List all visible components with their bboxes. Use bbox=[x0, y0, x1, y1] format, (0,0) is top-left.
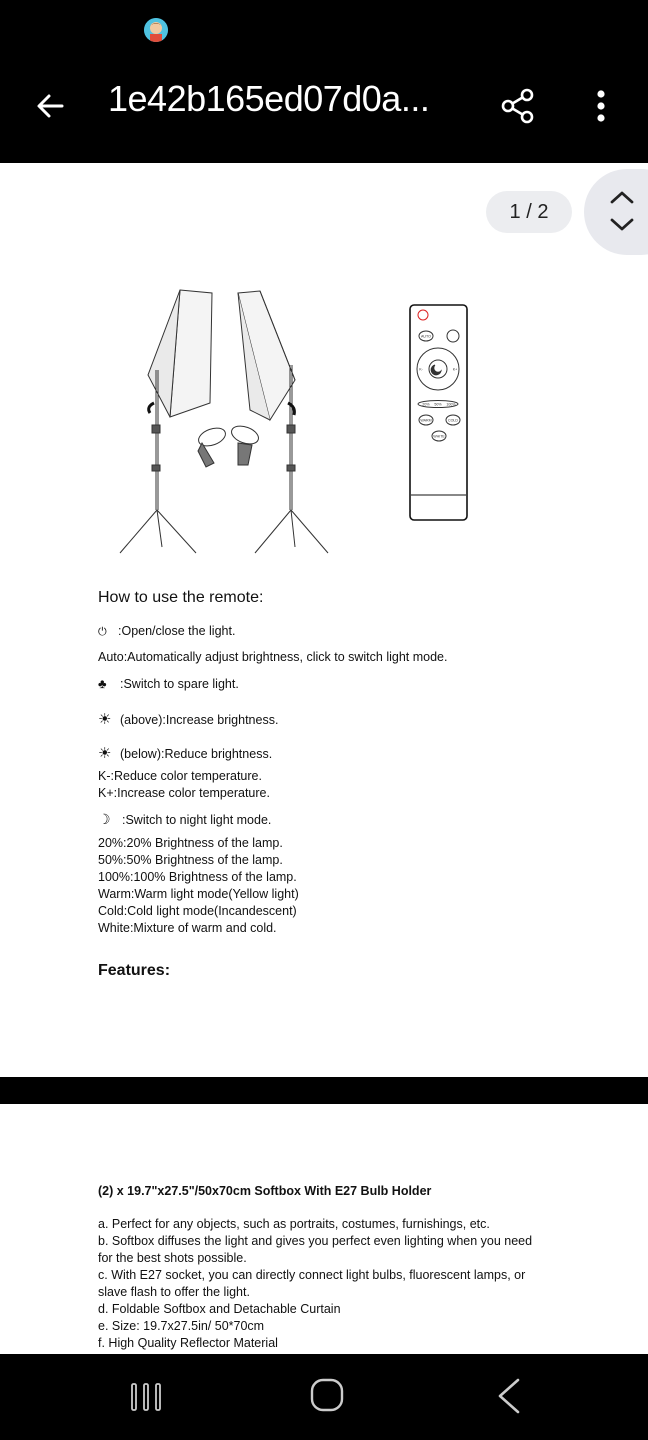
system-nav-bar bbox=[0, 1354, 648, 1440]
feature-item: e. Size: 19.7x27.5in/ 50*70cm bbox=[98, 1319, 265, 1333]
instruction-white: White:Mixture of warm and cold. bbox=[98, 921, 277, 935]
remote-label-20: 20% bbox=[422, 402, 430, 407]
nav-back-icon[interactable] bbox=[486, 1372, 530, 1420]
chevron-up-down-icon[interactable] bbox=[584, 169, 648, 255]
back-arrow-icon[interactable] bbox=[30, 86, 70, 126]
sun-icon: ☀ bbox=[98, 711, 112, 728]
softbox-heading: (2) x 19.7"x27.5"/50x70cm Softbox With E27 Bulb Holder bbox=[98, 1184, 432, 1198]
home-icon[interactable] bbox=[300, 1372, 352, 1420]
instruction-power bbox=[98, 624, 235, 639]
instruction-brightness-down bbox=[98, 744, 272, 762]
remote-heading: How to use the remote: bbox=[98, 589, 264, 606]
instruction-night bbox=[98, 811, 271, 828]
remote-label-warm: WARM bbox=[420, 418, 432, 423]
power-icon: ⏻ bbox=[98, 626, 107, 638]
feature-item: f. High Quality Reflector Material bbox=[98, 1336, 278, 1350]
instruction-auto: Auto:Automatically adjust brightness, click to switch light mode. bbox=[98, 650, 448, 664]
page-indicator: 1 / 2 bbox=[486, 191, 572, 233]
remote-label-k-plus: K+ bbox=[452, 367, 458, 372]
sun-icon: ☀ bbox=[98, 745, 112, 762]
document-page-2 bbox=[0, 1104, 648, 1354]
app-avatar-icon bbox=[144, 18, 168, 42]
feature-item: slave flash to offer the light. bbox=[98, 1285, 250, 1299]
remote-label-auto: AUTO bbox=[421, 334, 431, 339]
instruction-spare bbox=[98, 676, 239, 691]
instruction-brightness-up bbox=[98, 710, 278, 728]
remote-label-white: WHITE bbox=[433, 434, 445, 439]
remote-label-100: 100% bbox=[446, 402, 456, 407]
instruction-50: 50%:50% Brightness of the lamp. bbox=[98, 853, 283, 867]
recents-icon[interactable] bbox=[120, 1374, 172, 1418]
feature-item: b. Softbox diffuses the light and gives you perfect even lighting when you need bbox=[98, 1234, 533, 1248]
feature-item: d. Foldable Softbox and Detachable Curtain bbox=[98, 1302, 341, 1316]
instruction-warm: Warm:Warm light mode(Yellow light) bbox=[98, 887, 299, 901]
instruction-text: :Switch to spare light. bbox=[120, 677, 239, 691]
instruction-cold: Cold:Cold light mode(Incandescent) bbox=[98, 904, 297, 918]
instruction-text: :Switch to night light mode. bbox=[122, 813, 272, 827]
remote-label-50: 50% bbox=[434, 402, 442, 407]
feature-item: a. Perfect for any objects, such as portraits, costumes, furnishings, etc. bbox=[98, 1217, 490, 1231]
feature-item: for the best shots possible. bbox=[98, 1251, 247, 1265]
document-page-1 bbox=[0, 163, 648, 1077]
instruction-k-minus: K-:Reduce color temperature. bbox=[98, 769, 262, 783]
instruction-text: (below):Reduce brightness. bbox=[120, 747, 273, 761]
feature-item: c. With E27 socket, you can directly connect light bulbs, fluorescent lamps, or bbox=[98, 1268, 526, 1282]
share-icon[interactable] bbox=[498, 86, 538, 126]
moon-icon: ☽ bbox=[98, 811, 111, 827]
status-bar bbox=[0, 0, 648, 60]
page-separator bbox=[0, 1077, 648, 1104]
spare-light-icon: ♣ bbox=[98, 676, 107, 691]
more-vert-icon[interactable] bbox=[584, 86, 618, 126]
instruction-20: 20%:20% Brightness of the lamp. bbox=[98, 836, 283, 850]
app-bar bbox=[0, 60, 648, 163]
softbox-kit-illustration bbox=[110, 285, 490, 560]
instruction-text: (above):Increase brightness. bbox=[120, 713, 279, 727]
remote-label-k-minus: K- bbox=[419, 367, 423, 372]
instruction-k-plus: K+:Increase color temperature. bbox=[98, 786, 270, 800]
remote-label-cold: COLD bbox=[448, 418, 458, 423]
instruction-100: 100%:100% Brightness of the lamp. bbox=[98, 870, 297, 884]
instruction-text: :Open/close the light. bbox=[118, 624, 236, 638]
features-heading: Features: bbox=[98, 962, 171, 979]
document-title: 1e42b165ed07d0a... bbox=[108, 78, 430, 119]
